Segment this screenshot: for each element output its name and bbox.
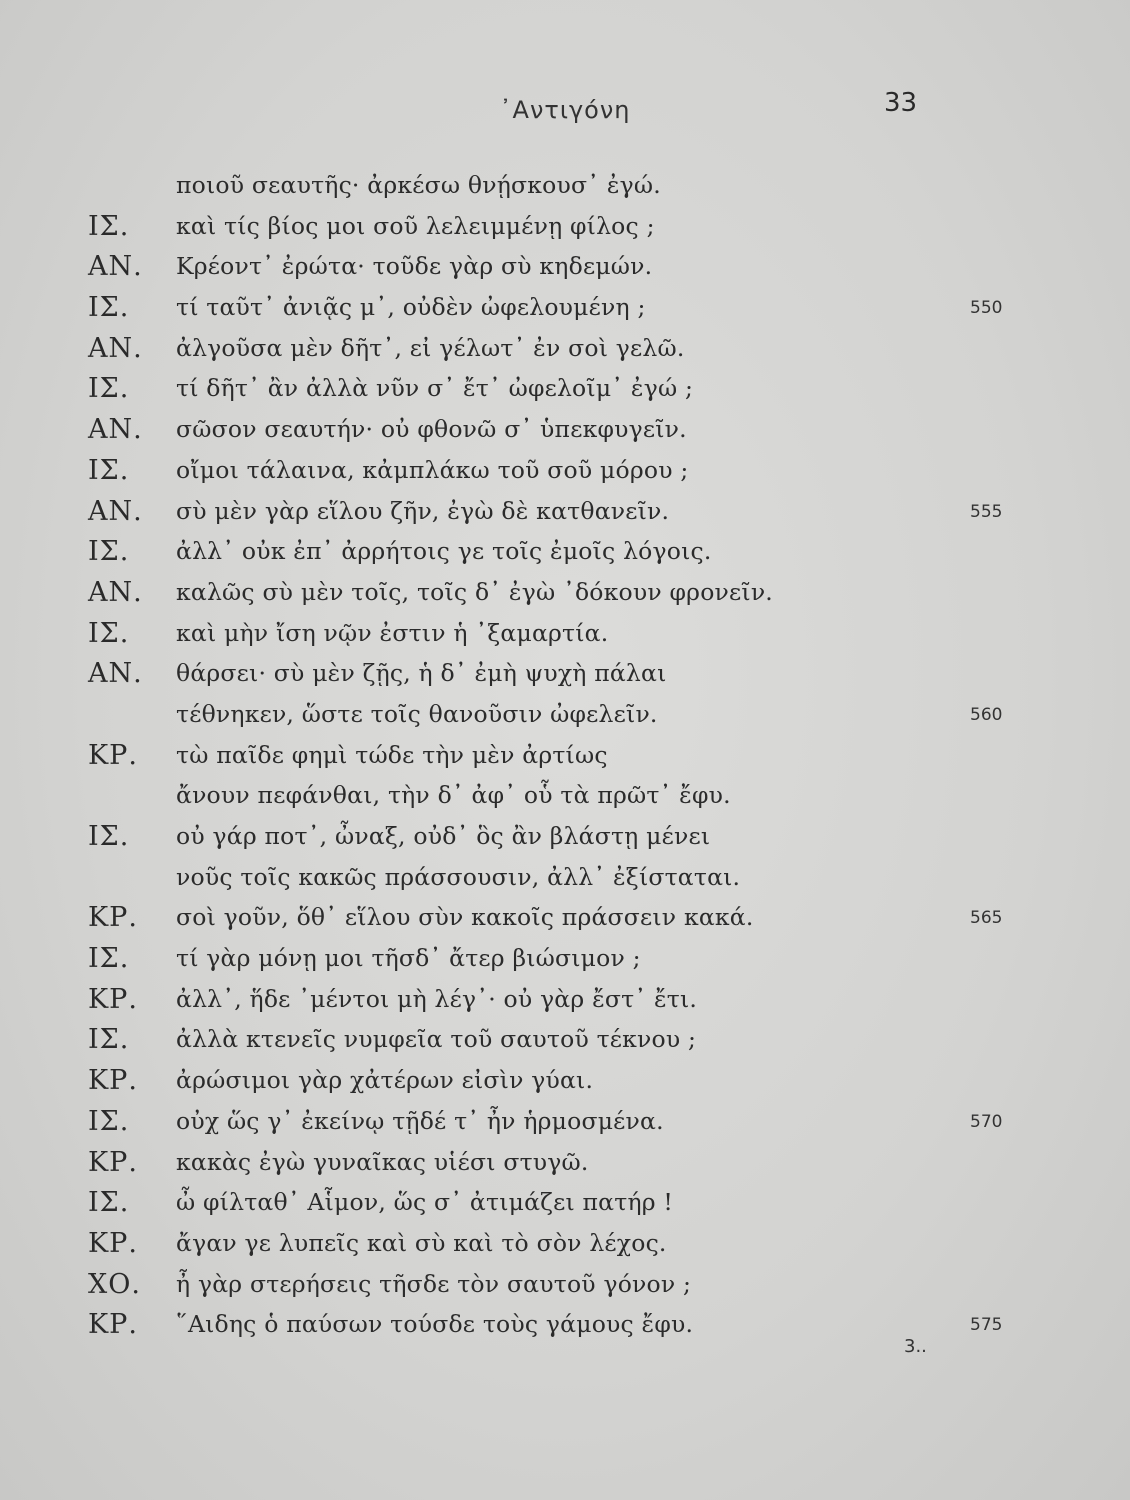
verse-text: οὐ γάρ ποτ᾿, ὦναξ, οὐδ᾿ ὃς ἂν βλάστῃ μένει (176, 822, 711, 850)
verse-line (0, 1267, 1130, 1308)
verse-line (0, 738, 1130, 779)
speaker-label: ΑΝ. (88, 658, 143, 690)
verse-text: καὶ μὴν ἴση νῷν ἐστιν ἡ ᾿ξαμαρτία. (176, 618, 609, 647)
speaker-label: ΚΡ. (88, 739, 138, 771)
verse-text: ἀλλ᾿, ἥδε ᾿μέντοι μὴ λέγ᾿· οὐ γὰρ ἔστ᾿ ἔτι. (176, 984, 698, 1013)
verse-text: τί δῆτ᾿ ἂν ἀλλὰ νῦν σ᾿ ἔτ᾿ ὠφελοῖμ᾿ ἐγώ ; (176, 374, 694, 403)
verse-line (0, 616, 1130, 657)
speaker-label: ΚΡ. (88, 1227, 138, 1259)
verse-text: ἀλλ᾿ οὐκ ἐπ᾿ ἀρρήτοις γε τοῖς ἐμοῖς λόγοις. (176, 537, 712, 566)
signature-mark: 3.. (904, 1336, 927, 1357)
speaker-label: ΙΣ. (88, 1187, 130, 1219)
verse-text: ποιοῦ σεαυτῆς· ἀρκέσω θνῄσκουσ᾿ ἐγώ. (176, 171, 661, 199)
verse-text: κακὰς ἐγὼ γυναῖκας υἱέσι στυγῶ. (176, 1147, 589, 1176)
verse-line (0, 575, 1130, 616)
verse-line (0, 249, 1130, 290)
speaker-label: ΙΣ. (88, 943, 130, 975)
speaker-label: ΚΡ. (88, 1309, 138, 1341)
verse-line (0, 1022, 1130, 1063)
speaker-label: ΙΣ. (88, 373, 130, 405)
speaker-label: ΙΣ. (88, 617, 130, 649)
verse-text: νοῦς τοῖς κακῶς πράσσουσιν, ἀλλ᾿ ἐξίσταται. (176, 862, 741, 891)
speaker-label: ΙΣ. (88, 210, 130, 242)
line-number: 575 (970, 1315, 1003, 1336)
line-number: 550 (970, 298, 1003, 319)
verse-text: ῞Αιδης ὁ παύσων τούσδε τοὺς γάμους ἔφυ. (176, 1310, 694, 1339)
line-number: 560 (970, 704, 1003, 725)
verse-text: καὶ τίς βίος μοι σοῦ λελειμμένῃ φίλος ; (176, 211, 655, 240)
verse-text: τὼ παῖδε φημὶ τώδε τὴν μὲν ἀρτίως (176, 740, 608, 769)
speaker-label: ΙΣ. (88, 292, 130, 324)
line-number: 565 (970, 908, 1003, 929)
speaker-label: ΑΝ. (88, 495, 143, 527)
verse-line (0, 982, 1130, 1023)
verse-text: τί ταῦτ᾿ ἀνιᾷς μ᾿, οὐδὲν ὠφελουμένη ; (176, 293, 646, 322)
verse-line (0, 412, 1130, 453)
running-title: ᾿Αντιγόνη (499, 96, 631, 124)
verse-line (0, 290, 1130, 331)
verse-text: τί γὰρ μόνῃ μοι τῆσδ᾿ ἄτερ βιώσιμον ; (176, 944, 641, 973)
verse-text: ἄνουν πεφάνθαι, τὴν δ᾿ ἀφ᾿ οὗ τὰ πρῶτ᾿ ἔφυ. (176, 781, 731, 810)
speaker-label: ΑΝ. (88, 576, 143, 608)
verse-line (0, 331, 1130, 372)
verse-line (0, 371, 1130, 412)
verse-text: ἄγαν γε λυπεῖς καὶ σὺ καὶ τὸ σὸν λέχος. (176, 1228, 667, 1257)
speaker-label: ΑΝ. (88, 251, 143, 283)
verse-line (0, 1226, 1130, 1267)
verse-text: Κρέοντ᾿ ἐρώτα· τοῦδε γὰρ σὺ κηδεμών. (176, 252, 653, 281)
verse-text: ἀλλὰ κτενεῖς νυμφεῖα τοῦ σαυτοῦ τέκνου ; (176, 1025, 697, 1054)
verse-text: σῶσον σεαυτήν· οὐ φθονῶ σ᾿ ὑπεκφυγεῖν. (176, 415, 687, 444)
verse-text: καλῶς σὺ μὲν τοῖς, τοῖς δ᾿ ἐγὼ ᾿δόκουν φρονεῖν. (176, 577, 773, 606)
speaker-label: ΙΣ. (88, 821, 130, 852)
speaker-label: ΚΡ. (88, 902, 138, 934)
verse-text: σὺ μὲν γὰρ εἵλου ζῆν, ἐγὼ δὲ κατθανεῖν. (176, 496, 670, 525)
verse-line (0, 494, 1130, 535)
verse-line (0, 697, 1130, 738)
verse-line (0, 900, 1130, 941)
speaker-label: ΚΡ. (88, 1065, 138, 1097)
verse-line (0, 860, 1130, 901)
verse-line (0, 656, 1130, 697)
page-number: 33 (884, 88, 918, 118)
speaker-label: ΑΝ. (88, 332, 143, 364)
verse-line (0, 1145, 1130, 1186)
verse-text: τέθνηκεν, ὥστε τοῖς θανοῦσιν ὠφελεῖν. (176, 699, 658, 728)
verse-text: σοὶ γοῦν, ὅθ᾿ εἵλου σὺν κακοῖς πράσσειν κακά. (176, 903, 754, 932)
verse-line (0, 168, 1130, 209)
verse-text: ἀλγοῦσα μὲν δῆτ᾿, εἰ γέλωτ᾿ ἐν σοὶ γελῶ. (176, 333, 685, 362)
verse-text: οἴμοι τάλαινα, κἀμπλάκω τοῦ σοῦ μόρου ; (176, 455, 689, 484)
speaker-label: ΚΡ. (88, 983, 138, 1015)
verse-line (0, 941, 1130, 982)
verse-line (0, 778, 1130, 819)
verse-line (0, 1063, 1130, 1104)
verse-text: ὦ φίλταθ᾿ Αἷμον, ὥς σ᾿ ἀτιμάζει πατήρ ! (176, 1188, 674, 1217)
line-number: 570 (970, 1111, 1003, 1132)
verse-text: ἀρώσιμοι γὰρ χἀτέρων εἰσὶν γύαι. (176, 1066, 594, 1095)
verse-line (0, 819, 1130, 860)
verse-line (0, 1185, 1130, 1226)
speaker-label: ΙΣ. (88, 1105, 130, 1137)
verse-line (0, 209, 1130, 250)
speaker-label: ΑΝ. (88, 414, 143, 446)
line-number: 555 (970, 501, 1003, 522)
verse-text: ἦ γὰρ στερήσεις τῆσδε τὸν σαυτοῦ γόνον ; (176, 1269, 692, 1298)
verse-line (0, 453, 1130, 494)
speaker-label: ΧΟ. (88, 1268, 141, 1300)
verse-line (0, 1307, 1130, 1348)
verse-block (0, 168, 1130, 1348)
speaker-label: ΙΣ. (88, 1024, 130, 1056)
speaker-label: ΚΡ. (88, 1146, 138, 1178)
speaker-label: ΙΣ. (88, 536, 130, 568)
verse-line (0, 534, 1130, 575)
verse-line (0, 1104, 1130, 1145)
speaker-label: ΙΣ. (88, 454, 130, 486)
verse-text: θάρσει· σὺ μὲν ζῇς, ἡ δ᾿ ἐμὴ ψυχὴ πάλαι (176, 659, 667, 688)
verse-text: οὐχ ὥς γ᾿ ἐκείνῳ τῇδέ τ᾿ ἦν ἡρμοσμένα. (176, 1106, 664, 1135)
